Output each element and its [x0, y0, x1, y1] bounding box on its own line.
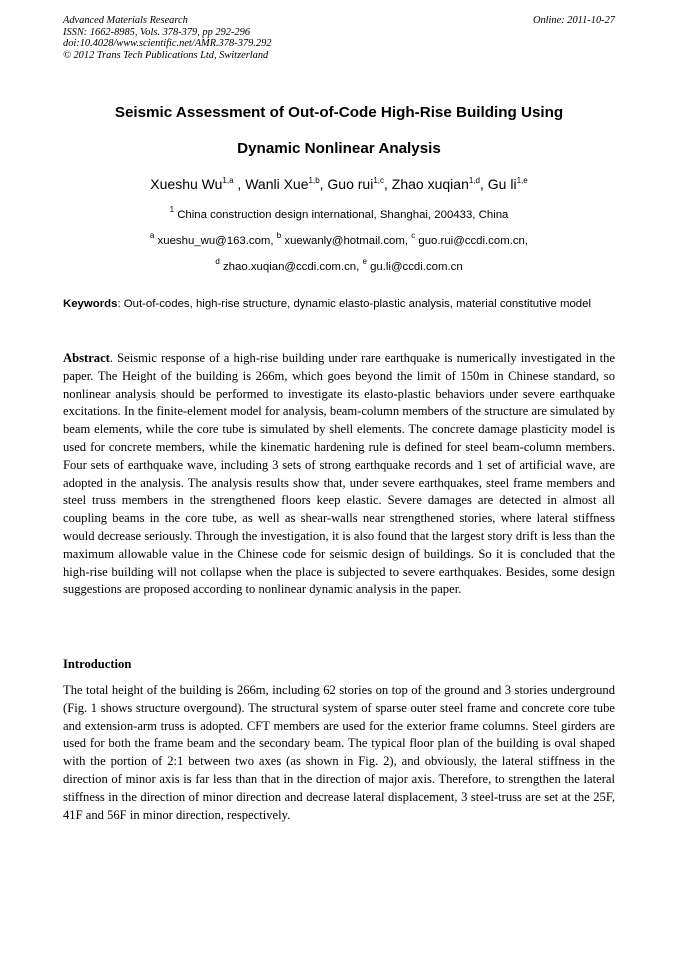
- author-list: Xueshu Wu$^{1,a}$ , Wanli Xue$^{1,b}$, Guo rui$^{1,c}$, Zhao xuqian$^{1,d}$, Gu li$^{1,e}$: [150, 176, 528, 192]
- email-sup: d: [215, 257, 220, 266]
- online-date: Online: 2011-10-27: [532, 15, 615, 26]
- affiliation-sup: 1: [169, 205, 175, 214]
- email-address: zhao.xuqian@ccdi.com.cn,: [222, 261, 360, 273]
- title-line-1: Seismic Assessment of Out-of-Code High-Rise Building Using: [114, 104, 564, 121]
- email-line-1: [63, 231, 615, 248]
- journal-name: Advanced Materials Research: [63, 15, 188, 26]
- email-address: xuewanly@hotmail.com,: [284, 235, 409, 247]
- abstract-label: Abstract: [63, 351, 110, 365]
- author-name: Zhao xuqian: [391, 176, 469, 192]
- email-address: gu.li@ccdi.com.cn: [370, 261, 463, 273]
- journal-header: [63, 15, 615, 61]
- keywords: [63, 296, 615, 314]
- author-name: Xueshu Wu: [150, 176, 223, 192]
- affiliation: [63, 205, 615, 222]
- doi-line: doi:10.4028/www.scientific.net/AMR.378-379.292: [63, 38, 272, 50]
- email-address: guo.rui@ccdi.com.cn,: [418, 235, 529, 247]
- author-name: Guo rui: [327, 176, 374, 192]
- introduction-text: The total height of the building is 266m, including 62 stories on top of the ground and 3 stories underground (Fig. 1 shows structure overgound). The structural system of sparse outer steel frame and concrete core tube and extension-arm truss is adopted. CFT members are used for the exterior frame columns. Steel girders are used for both the frame beam and the secondary beam. The typical floor plan of the building is oval shaped with the portion of 2:1 between two axes (as shown in Fig. 2), and obviously, the lateral stiffness in the direction of minor axis is far less than that in the direction of major axis. Therefore, to strengthen the lateral stiffness in the direction of minor direction and decrease lateral displacement, 3 steel-truss are set at the 25F, 41F and 56F in minor direction, respectively.: [63, 683, 615, 822]
- email-sup: b: [276, 231, 282, 240]
- affiliation-text: China construction design international, Shanghai, 200433, China: [177, 209, 509, 221]
- email-line-2: [63, 257, 615, 274]
- email-address: xueshu_wu@163.com,: [157, 235, 274, 247]
- author-sup: 1,c: [373, 176, 385, 185]
- abstract-text: . Seismic response of a high-rise building under rare earthquake is numerically investigated in the paper. The Height of the building is 266m, which goes beyond the limit of 150m in Chinese standard, so nonlinear analysis should be performed to investigate its elasto-plastic behaviors under severe earthquake excitations. In the finite-element model for analysis, beam-column members of the structure are simulated by beam elements, while the core tube is simulated by shell elements. The concrete damage plasticity model is used for concrete members, while the kinematic hardening rule is defined for steel beam-column members. Four sets of earthquake wave, including 3 sets of strong earthquake records and 1 set of artificial wave, are adopted in the analysis. The analysis results show that, under severe earthquakes, steel frame members and steel truss members in the strengthened floors keep elastic. Severe damages are detected in almost all coupling beams in the core tube, as well as shear-walls near strengthened stories, where lateral stiffness would decrease seriously. Through the investigation, it is also found that the largest story drift is less than the maximum allowable value in the Chinese code for seismic design of buildings. So it is concluded that the high-rise building will not collapse when the place is subjected to severe earthquakes. Besides, some design suggestions are proposed according to nonlinear dynamic analysis in the paper.: [63, 351, 615, 597]
- paper-title: [63, 95, 615, 167]
- author-name: Wanli Xue: [245, 176, 309, 192]
- author-sup: 1,e: [516, 176, 528, 185]
- copyright-line: © 2012 Trans Tech Publications Ltd, Switzerland: [63, 49, 269, 61]
- email-sup: c: [411, 231, 416, 240]
- email-sup: e: [362, 257, 367, 266]
- keywords-text: : Out-of-codes, high-rise structure, dynamic elasto-plastic analysis, material constitutive model: [117, 298, 591, 310]
- introduction-heading: Introduction: [63, 657, 132, 671]
- issn-line: ISSN: 1662-8985, Vols. 378-379, pp 292-296: [63, 26, 251, 38]
- email-sup: a: [149, 231, 155, 240]
- author-sup: 1,a: [222, 176, 234, 185]
- abstract: [63, 350, 615, 599]
- author-sup: 1,b: [308, 176, 320, 185]
- title-line-2: Dynamic Nonlinear Analysis: [237, 140, 441, 157]
- keywords-label: Keywords: [63, 298, 118, 310]
- author-name: Gu li: [487, 176, 517, 192]
- author-sup: 1,d: [468, 176, 480, 185]
